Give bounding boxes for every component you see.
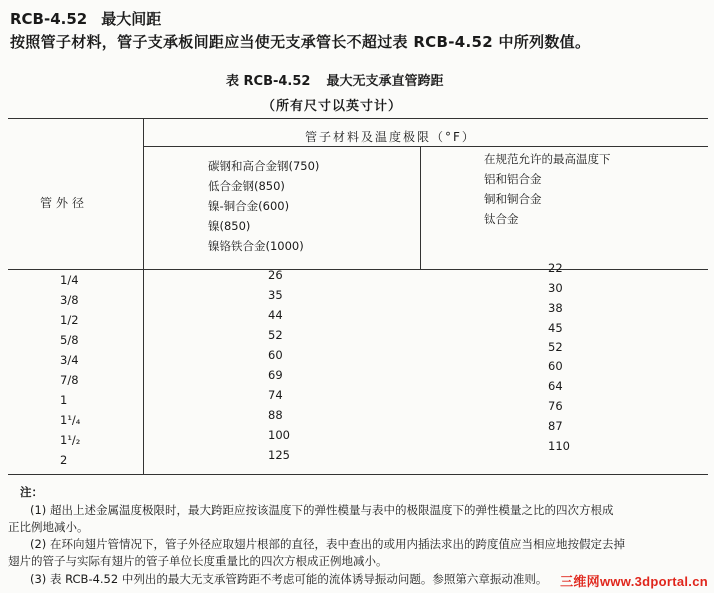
material-a-item: 碳钢和高合金钢(750) [208,159,320,173]
section-title: 最大间距 [101,10,162,28]
span-a-cell: 26 [268,268,283,282]
table-title-text: 最大无支承直管跨距 [326,74,444,89]
span-b-cell: 64 [548,379,563,393]
span-b-cell: 60 [548,359,563,373]
span-a-cell: 60 [268,348,283,362]
table-bottom-rule [8,474,708,475]
span-b-cell: 30 [548,281,563,295]
column-divider-od [143,118,144,474]
header-divider-rule [143,146,708,147]
span-b-cell: 52 [548,340,563,354]
od-cell: 1¹/₄ [60,413,81,427]
span-a-cell: 74 [268,388,283,402]
od-cell: 7/8 [60,373,79,387]
header-outer-diameter: 管外径 [40,196,89,210]
material-b-item: 钛合金 [484,212,519,226]
od-cell: 3/8 [60,293,79,307]
material-group-b [484,149,611,229]
note-1: (1) 超出上述金属温度极限时，最大跨距应按该温度下的弹性模量与表中的极限温度下的弹性模量之比的四次方根成 [30,503,614,517]
table-title [226,70,443,89]
od-cell: 1/2 [60,313,79,327]
material-a-item: 镍-铜合金(600) [208,199,290,213]
column-divider-material [420,146,421,269]
od-cell: 5/8 [60,333,79,347]
note-3: (3) 表 RCB-4.52 中列出的最大无支承管跨距不考虑可能的流体诱导振动问题。参照第六章振动准则。 [30,572,548,586]
watermark: 三维网www.3dportal.cn [560,574,708,589]
span-a-cell: 100 [268,428,290,442]
span-b-cell: 87 [548,419,563,433]
span-b-cell: 76 [548,399,563,413]
od-cell: 1/4 [60,273,79,287]
span-a-cell: 35 [268,288,283,302]
od-cell: 1 [60,393,68,407]
material-a-item: 低合金钢(850) [208,179,285,193]
od-cell: 3/4 [60,353,79,367]
table-top-rule [8,118,708,119]
section-code: RCB-4.52 [10,10,88,28]
section-heading [10,8,161,29]
notes-label: 注： [20,485,43,499]
table-subtitle: （所有尺寸以英寸计） [262,99,403,114]
material-b-item: 铜和铜合金 [484,192,542,206]
span-a-cell: 125 [268,448,290,462]
od-cell: 2 [60,453,68,467]
note-1-continued: 正比例地减小。 [8,520,89,534]
span-b-cell: 38 [548,301,563,315]
header-material: 管子材料及温度极限（°F） [305,130,476,144]
material-a-item: 镍铬铁合金(1000) [208,239,304,253]
span-a-cell: 52 [268,328,283,342]
material-b-item: 在规范允许的最高温度下 [484,152,611,166]
note-2: (2) 在环向翅片管情况下，管子外径应取翅片根部的直径，表中查出的或用内插法求出的跨度值应当相应地按假定去掉 [30,537,625,551]
note-2-continued: 翅片的管子与实际有翅片的管子单位长度重量比的四次方根成正例地减小。 [8,554,388,568]
table-title-code: 表 RCB-4.52 [226,74,311,89]
material-a-item: 镍(850) [208,219,251,233]
span-b-cell: 45 [548,321,563,335]
material-b-item: 铝和铝合金 [484,172,542,186]
span-b-cell: 22 [548,261,563,275]
od-cell: 1¹/₂ [60,433,81,447]
span-a-cell: 88 [268,408,283,422]
intro-paragraph: 按照管子材料，管子支承板间距应当使无支承管长不超过表 RCB-4.52 中所列数值。 [10,33,591,51]
header-bottom-rule [8,269,708,270]
span-a-cell: 44 [268,308,283,322]
material-group-a [208,156,319,256]
span-a-cell: 69 [268,368,283,382]
span-b-cell: 110 [548,439,570,453]
